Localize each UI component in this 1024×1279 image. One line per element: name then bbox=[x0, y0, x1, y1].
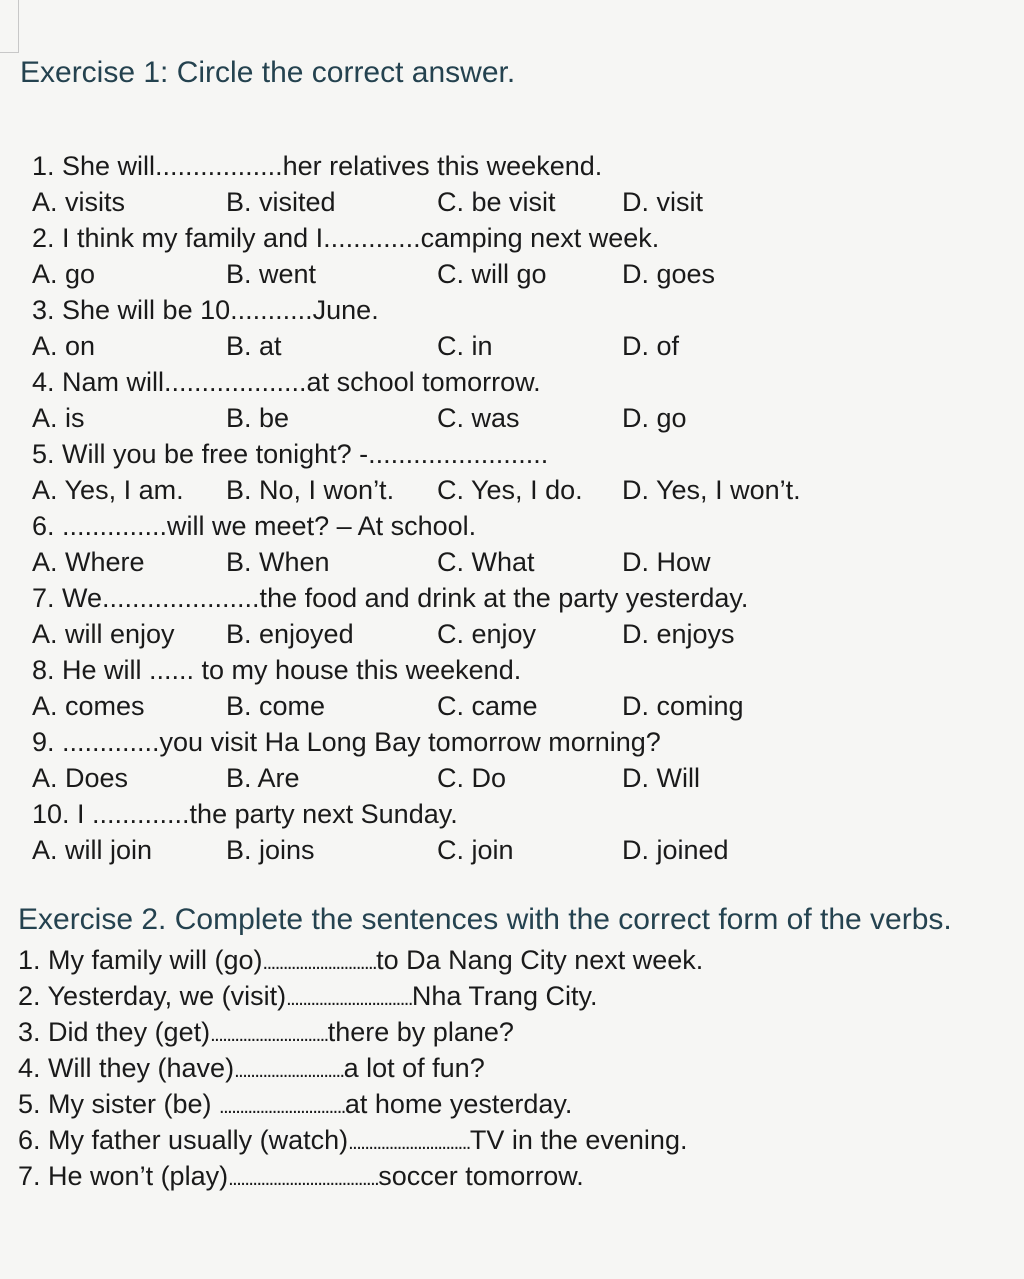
question-stem: 1. She will.................her relatives this weekend. bbox=[32, 151, 603, 181]
option-c[interactable]: C. Yes, I do. bbox=[437, 475, 583, 505]
option-d[interactable]: D. of bbox=[622, 331, 680, 361]
sentence-end: Nha Trang City. bbox=[411, 981, 598, 1011]
option-d[interactable]: D. Will bbox=[622, 763, 700, 793]
answer-blank[interactable]: ........................... bbox=[234, 1060, 344, 1082]
option-c[interactable]: C. What bbox=[437, 547, 535, 577]
sentence-start: 5. My sister (be) bbox=[18, 1089, 220, 1119]
sentence-4 bbox=[18, 1050, 1008, 1086]
answer-blank[interactable]: .............................. bbox=[348, 1132, 470, 1154]
option-a[interactable]: A. will join bbox=[32, 835, 153, 865]
option-b[interactable]: B. Are bbox=[226, 763, 300, 793]
question-stem: 10. I .............the party next Sunday. bbox=[32, 799, 458, 829]
option-c[interactable]: C. in bbox=[437, 331, 493, 361]
page-corner-mark bbox=[0, 0, 19, 53]
answer-options bbox=[32, 400, 1012, 436]
exercise-1-questions bbox=[32, 148, 1012, 868]
sentence-5 bbox=[18, 1086, 1008, 1122]
sentence-end: a lot of fun? bbox=[343, 1053, 485, 1083]
answer-blank[interactable]: ............................ bbox=[262, 952, 377, 974]
answer-options bbox=[32, 760, 1012, 796]
answer-options bbox=[32, 832, 1012, 868]
question-6 bbox=[32, 508, 1012, 580]
sentence-end: to Da Nang City next week. bbox=[376, 945, 704, 975]
option-a[interactable]: A. on bbox=[32, 331, 96, 361]
option-c[interactable]: C. was bbox=[437, 403, 520, 433]
option-a[interactable]: A. Yes, I am. bbox=[32, 475, 184, 505]
answer-options bbox=[32, 616, 1012, 652]
option-a[interactable]: A. will enjoy bbox=[32, 619, 175, 649]
option-d[interactable]: D. joined bbox=[622, 835, 729, 865]
option-a[interactable]: A. visits bbox=[32, 187, 126, 217]
question-stem: 8. He will ...... to my house this weekend. bbox=[32, 655, 522, 685]
option-a[interactable]: A. is bbox=[32, 403, 85, 433]
sentence-end: soccer tomorrow. bbox=[378, 1161, 584, 1191]
answer-options bbox=[32, 328, 1012, 364]
answer-options bbox=[32, 256, 1012, 292]
option-a[interactable]: A. comes bbox=[32, 691, 145, 721]
option-a[interactable]: A. Where bbox=[32, 547, 145, 577]
exercise-2-title: Exercise 2. Complete the sentences with the correct form of the verbs. bbox=[18, 903, 952, 936]
answer-options bbox=[32, 472, 1012, 508]
sentence-start: 4. Will they (have) bbox=[18, 1053, 235, 1083]
question-9 bbox=[32, 724, 1012, 796]
option-c[interactable]: C. Do bbox=[437, 763, 507, 793]
sentence-6 bbox=[18, 1122, 1008, 1158]
option-b[interactable]: B. at bbox=[226, 331, 282, 361]
answer-options bbox=[32, 184, 1012, 220]
answer-blank[interactable]: ............................... bbox=[219, 1096, 345, 1118]
sentence-end: at home yesterday. bbox=[344, 1089, 573, 1119]
option-c[interactable]: C. join bbox=[437, 835, 514, 865]
option-d[interactable]: D. enjoys bbox=[622, 619, 735, 649]
question-4 bbox=[32, 364, 1012, 436]
sentence-start: 3. Did they (get) bbox=[18, 1017, 211, 1047]
sentence-start: 2. Yesterday, we (visit) bbox=[18, 981, 287, 1011]
exercise-1-title: Exercise 1: Circle the correct answer. bbox=[20, 56, 516, 89]
option-a[interactable]: A. Does bbox=[32, 763, 129, 793]
option-b[interactable]: B. come bbox=[226, 691, 326, 721]
option-d[interactable]: D. visit bbox=[622, 187, 703, 217]
sentence-1 bbox=[18, 942, 1008, 978]
question-1 bbox=[32, 148, 1012, 220]
option-d[interactable]: D. go bbox=[622, 403, 687, 433]
sentence-end: TV in the evening. bbox=[469, 1125, 688, 1155]
sentence-end: there by plane? bbox=[327, 1017, 514, 1047]
answer-blank[interactable]: ............................... bbox=[286, 988, 412, 1010]
sentence-3 bbox=[18, 1014, 1008, 1050]
option-b[interactable]: B. No, I won’t. bbox=[226, 475, 395, 505]
option-c[interactable]: C. came bbox=[437, 691, 538, 721]
question-stem: 5. Will you be free tonight? -........................ bbox=[32, 439, 549, 469]
exercise-2-sentences bbox=[18, 942, 1008, 1194]
question-stem: 7. We.....................the food and drink at the party yesterday. bbox=[32, 583, 749, 613]
option-c[interactable]: C. will go bbox=[437, 259, 547, 289]
option-c[interactable]: C. enjoy bbox=[437, 619, 537, 649]
option-b[interactable]: B. visited bbox=[226, 187, 336, 217]
sentence-2 bbox=[18, 978, 1008, 1014]
answer-options bbox=[32, 688, 1012, 724]
option-a[interactable]: A. go bbox=[32, 259, 96, 289]
option-c[interactable]: C. be visit bbox=[437, 187, 556, 217]
option-b[interactable]: B. be bbox=[226, 403, 290, 433]
answer-blank[interactable]: ............................. bbox=[210, 1024, 328, 1046]
option-d[interactable]: D. goes bbox=[622, 259, 716, 289]
question-7 bbox=[32, 580, 1012, 652]
question-10 bbox=[32, 796, 1012, 868]
question-8 bbox=[32, 652, 1012, 724]
question-stem: 2. I think my family and I.............camping next week. bbox=[32, 223, 660, 253]
question-stem: 6. ..............will we meet? – At school. bbox=[32, 511, 477, 541]
sentence-start: 7. He won’t (play) bbox=[18, 1161, 229, 1191]
sentence-7 bbox=[18, 1158, 1008, 1194]
question-stem: 3. She will be 10...........June. bbox=[32, 295, 379, 325]
option-d[interactable]: D. coming bbox=[622, 691, 744, 721]
option-b[interactable]: B. joins bbox=[226, 835, 315, 865]
option-b[interactable]: B. went bbox=[226, 259, 317, 289]
question-stem: 4. Nam will...................at school tomorrow. bbox=[32, 367, 541, 397]
question-stem: 9. .............you visit Ha Long Bay tomorrow morning? bbox=[32, 727, 661, 757]
option-b[interactable]: B. When bbox=[226, 547, 330, 577]
option-b[interactable]: B. enjoyed bbox=[226, 619, 354, 649]
option-d[interactable]: D. How bbox=[622, 547, 711, 577]
question-5 bbox=[32, 436, 1012, 508]
option-d[interactable]: D. Yes, I won’t. bbox=[622, 475, 801, 505]
question-2 bbox=[32, 220, 1012, 292]
sentence-start: 6. My father usually (watch) bbox=[18, 1125, 349, 1155]
answer-options bbox=[32, 544, 1012, 580]
answer-blank[interactable]: ..................................... bbox=[228, 1168, 379, 1190]
question-3 bbox=[32, 292, 1012, 364]
sentence-start: 1. My family will (go) bbox=[18, 945, 263, 975]
